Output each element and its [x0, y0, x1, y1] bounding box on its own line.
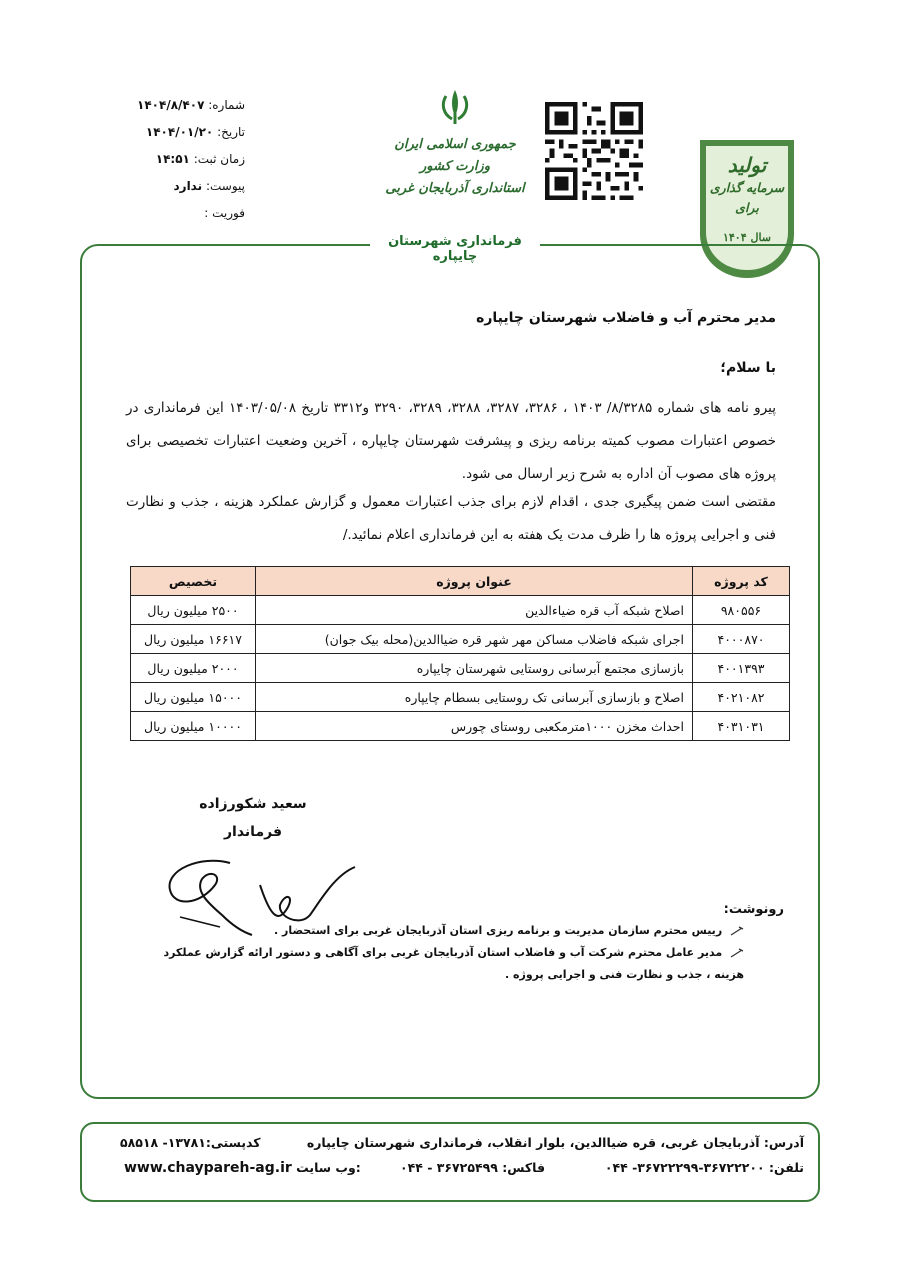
- cell-code: ۴۰۲۱۰۸۲: [693, 683, 790, 712]
- recipient: مدیر محترم آب و فاضلاب شهرستان چایپاره: [476, 310, 776, 326]
- header-allocation: تخصیص: [131, 567, 256, 596]
- badge-year: سال ۱۴۰۴: [722, 231, 772, 244]
- cell-title: احداث مخزن ۱۰۰۰مترمکعبی روستای چورس: [256, 712, 693, 741]
- meta-number: شماره: ۱۴۰۴/۸/۴۰۷: [137, 98, 245, 112]
- footer-phone: تلفن: ۳۶۷۲۲۲۰۰-۳۶۷۲۲۲۹۹- ۰۴۴: [604, 1160, 804, 1175]
- government-emblem-header: [370, 86, 540, 200]
- badge-title-line-1: تولید: [727, 153, 767, 177]
- footer-website-label: وب سایت:: [296, 1160, 361, 1175]
- cell-allocation: ۲۵۰۰ میلیون ریال: [131, 596, 256, 625]
- footer-address: آدرس: آذربایجان غربی، قره ضیاالدین، بلوار انقلاب، فرمانداری شهرستان چایپاره: [306, 1135, 804, 1150]
- body-paragraph-2: مقتضی است ضمن پیگیری جدی ، اقدام لازم برای جذب اعتبارات معمول و گزارش عملکرد هزینه ، جذب و نظارت فنی و اجرایی پروژه ها را ظرف مدت یک هفته به این فرمانداری اعلام نمائید./: [126, 494, 776, 543]
- footer-fax: فاکس: ۳۶۷۲۵۴۹۹ - ۰۴۴: [400, 1160, 546, 1175]
- table-row: [131, 712, 790, 741]
- pen-icon: [730, 926, 744, 936]
- cc-item: مدیر عامل محترم شرکت آب و فاضلاب استان آذربایجان غربی برای آگاهی و دستور ارائه گزارش عملکرد هزینه ، جذب و نظارت فنی و اجرایی پروژه .: [163, 946, 744, 981]
- table-row: [131, 596, 790, 625]
- meta-date: تاریخ: ۱۴۰۴/۰۱/۲۰: [145, 125, 245, 139]
- cell-title: بازسازی مجتمع آبرسانی روستایی شهرستان چایپاره: [256, 654, 693, 683]
- cell-title: اصلاح شبکه آب قره ضیاءالدین: [256, 596, 693, 625]
- footer-website-row: [124, 1160, 361, 1176]
- signer-name: سعید شکورزاده: [199, 796, 307, 812]
- cc-title: رونوشت:: [723, 902, 784, 917]
- signer-position: فرماندار: [223, 824, 282, 840]
- iran-emblem-icon: [438, 86, 472, 126]
- office-title: فرمانداری شهرستان چایپاره: [370, 234, 540, 264]
- cc-item: رییس محترم سازمان مدیریت و برنامه ریزی استان آذربایجان غربی برای استحضار .: [144, 920, 744, 942]
- cell-code: ۹۸۰۵۵۶: [693, 596, 790, 625]
- letter-meta: [60, 92, 245, 227]
- header-line-2: وزارت کشور: [420, 159, 490, 174]
- meta-attachment: پیوست: ندارد: [173, 179, 245, 193]
- projects-table: [130, 566, 790, 741]
- badge-title-line-2: سرمایه گذاری برای: [709, 180, 785, 215]
- cell-code: ۴۰۰۱۳۹۳: [693, 654, 790, 683]
- cell-code: ۴۰۰۰۸۷۰: [693, 625, 790, 654]
- header-line-1: جمهوری اسلامی ایران: [394, 137, 516, 152]
- cell-allocation: ۲۰۰۰ میلیون ریال: [131, 654, 256, 683]
- cell-code: ۴۰۳۱۰۳۱: [693, 712, 790, 741]
- cell-title: اصلاح و بازسازی آبرسانی تک روستایی بسطام چایپاره: [256, 683, 693, 712]
- cell-allocation: ۱۵۰۰۰ میلیون ریال: [131, 683, 256, 712]
- table-row: [131, 625, 790, 654]
- header-line-3: استانداری آذربایجان غربی: [385, 181, 525, 196]
- header-title: عنوان پروژه: [256, 567, 693, 596]
- table-header-row: [131, 567, 790, 596]
- signer-block: [188, 790, 318, 846]
- footer-postal-code: کدپستی:۱۳۷۸۱- ۵۸۵۱۸: [120, 1135, 261, 1150]
- greeting: با سلام؛: [720, 360, 776, 376]
- pen-icon: [730, 948, 744, 958]
- cell-allocation: ۱۶۶۱۷ میلیون ریال: [131, 625, 256, 654]
- footer-website-link[interactable]: www.chaypareh-ag.ir: [124, 1160, 292, 1176]
- table-row: [131, 654, 790, 683]
- cell-title: اجرای شبکه فاضلاب مساکن مهر شهر قره ضیاالدین(محله بیک جوان): [256, 625, 693, 654]
- meta-urgency: فوریت :: [204, 206, 245, 220]
- cell-allocation: ۱۰۰۰۰ میلیون ریال: [131, 712, 256, 741]
- meta-time: زمان ثبت: ۱۴:۵۱: [155, 152, 245, 166]
- header-code: کد پروژه: [693, 567, 790, 596]
- qr-code: [545, 102, 643, 200]
- table-row: [131, 683, 790, 712]
- body-paragraph-1: پیرو نامه های شماره ۸/۳۲۸۵/ ۱۴۰۳ ، ۳۲۸۶، ۳۲۸۷، ۳۲۸۸، ۳۲۸۹، ۳۲۹۰ و۳۳۱۲ تاریخ ۱۴۰۳/۰۵/۰۸ این فرمانداری در خصوص اعتبارات مصوب کمیته برنامه ریزی و پیشرفت شهرستان چایپاره ، آخرین وضعیت اعتبارات تخصیصی برای پروژه های مصوب آن اداره به شرح زیر ارسال می شود.: [126, 400, 776, 482]
